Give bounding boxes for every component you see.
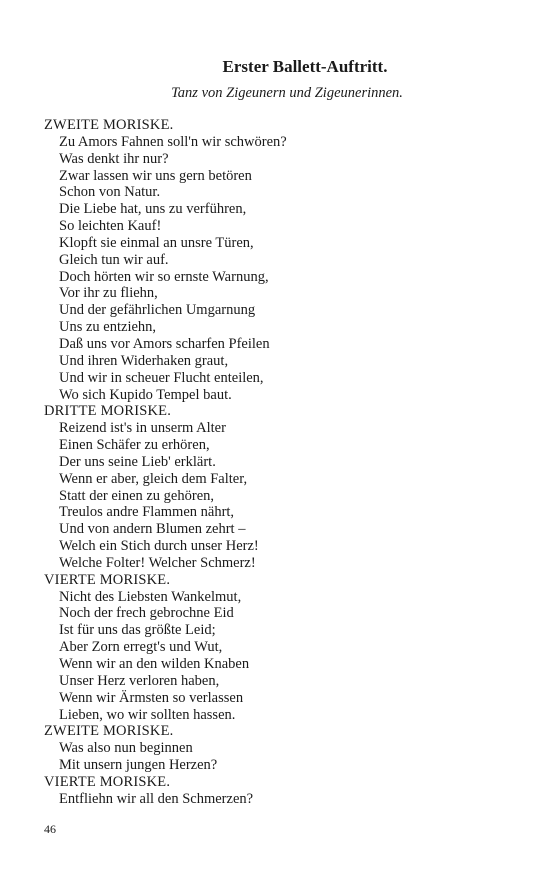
verse-line: Zwar lassen wir uns gern betören	[59, 167, 252, 184]
verse-line: Zu Amors Fahnen soll'n wir schwören?	[59, 133, 287, 150]
verse-line: Einen Schäfer zu erhören,	[59, 437, 210, 454]
scene-title: Erster Ballett-Auftritt.	[222, 57, 388, 76]
verse-line: Noch der frech gebrochne Eid	[59, 605, 234, 622]
speaker-name: VIERTE MORISKE.	[44, 571, 171, 588]
verse-line: Der uns seine Lieb' erklärt.	[59, 453, 216, 470]
verse-line: Was also nun beginnen	[59, 740, 193, 757]
verse-line: Wenn wir an den wilden Knaben	[59, 656, 250, 672]
speaker-name: DRITTE MORISKE.	[44, 403, 172, 420]
verse-line: Vor ihr zu fliehn,	[59, 285, 158, 302]
verse-line: Nicht des Liebsten Wankelmut,	[59, 588, 242, 605]
verse-body	[44, 117, 514, 808]
verse-line: Doch hörten wir so ernste Warnung,	[59, 268, 269, 285]
verse-line: Welche Folter! Welcher Schmerz!	[59, 554, 256, 571]
verse-line: Aber Zorn erregt's und Wut,	[59, 639, 223, 656]
verse-line: Wo sich Kupido Tempel baut.	[59, 386, 232, 403]
verse-line: Die Liebe hat, uns zu verführen,	[59, 201, 247, 218]
verse-line: Gleich tun wir auf.	[59, 251, 169, 268]
verse-line: Was denkt ihr nur?	[59, 150, 169, 167]
verse-line: Unser Herz verloren haben,	[59, 672, 220, 689]
verse-line: Lieben, wo wir sollten hassen.	[59, 706, 236, 723]
verse-line: Klopft sie einmal an unsre Türen,	[59, 234, 254, 251]
verse-line: Wenn er aber, gleich dem Falter,	[59, 470, 248, 487]
verse-line: Wenn wir Ärmsten so verlassen	[59, 689, 244, 706]
verse-line: Treulos andre Flammen nährt,	[59, 504, 235, 521]
verse-line: Und der gefährlichen Umgarnung	[59, 302, 256, 319]
page-number: 46	[44, 822, 56, 836]
verse-line: Und von andern Blumen zehrt –	[59, 521, 246, 538]
verse-line: Entfliehn wir all den Schmerzen?	[59, 790, 254, 807]
verse-line: Welch ein Stich durch unser Herz!	[59, 538, 259, 555]
verse-line: Reizend ist's in unserm Alter	[59, 420, 226, 437]
verse-line: Schon von Natur.	[59, 184, 161, 201]
scene-subtitle: Tanz von Zigeunern und Zigeunerinnen.	[171, 85, 403, 101]
verse-line: Statt der einen zu gehören,	[59, 487, 215, 504]
verse-line: Ist für uns das größte Leid;	[59, 622, 216, 639]
verse-line: Daß uns vor Amors scharfen Pfeilen	[59, 335, 270, 352]
speaker-name: VIERTE MORISKE.	[44, 773, 171, 790]
speaker-name: ZWEITE MORISKE.	[44, 723, 174, 740]
speaker-name: ZWEITE MORISKE.	[44, 117, 174, 133]
verse-line: Mit unsern jungen Herzen?	[59, 757, 218, 774]
verse-line: Uns zu entziehn,	[59, 319, 157, 336]
verse-line: So leichten Kauf!	[59, 218, 162, 235]
verse-line: Und wir in scheuer Flucht enteilen,	[59, 369, 264, 386]
verse-line: Und ihren Widerhaken graut,	[59, 352, 229, 369]
